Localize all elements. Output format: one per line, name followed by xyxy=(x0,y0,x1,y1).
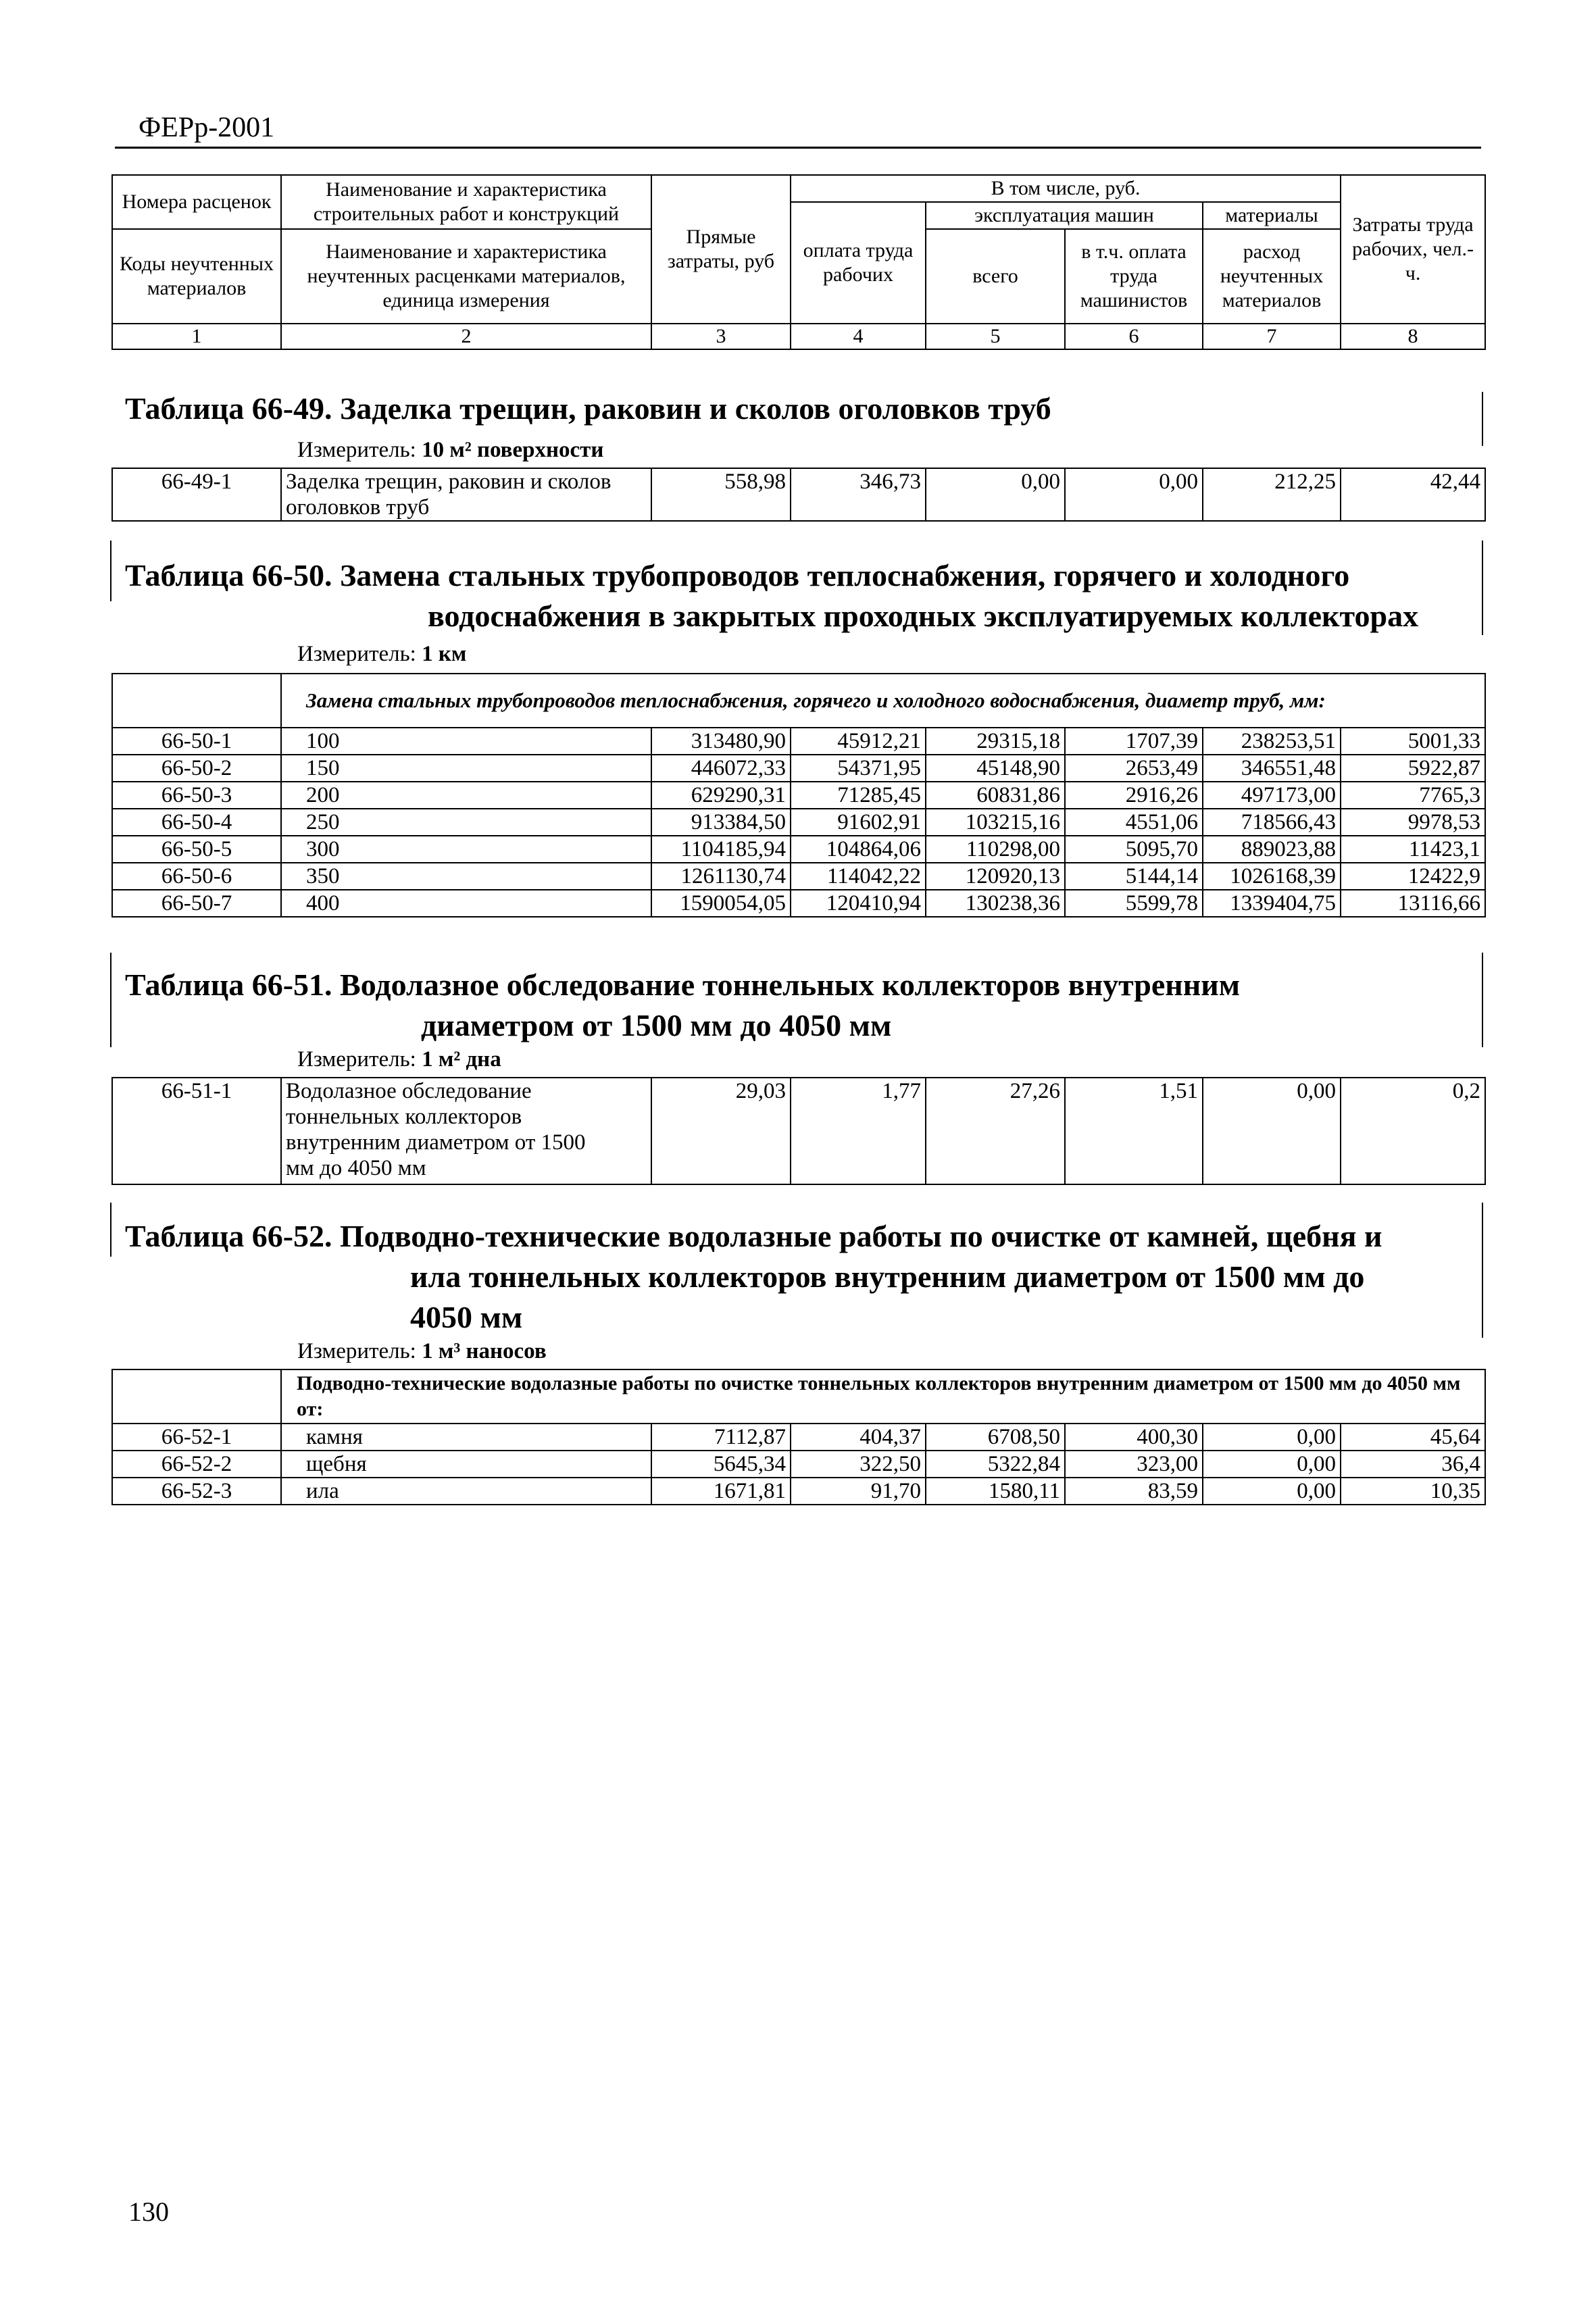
materials-cost: 1026168,39 xyxy=(1203,863,1341,890)
labor-hours: 12422,9 xyxy=(1341,863,1485,890)
page-number: 130 xyxy=(128,2196,169,2227)
table-66-50-measure xyxy=(297,642,466,667)
table-row xyxy=(112,782,1485,809)
direct-cost: 313480,90 xyxy=(651,728,791,755)
table-row xyxy=(112,728,1485,755)
margin-bar xyxy=(1482,953,1483,1047)
table-66-51-title xyxy=(125,965,1240,1046)
machines-total: 6708,50 xyxy=(926,1424,1065,1451)
measure-value: 1 м³ наносов xyxy=(422,1339,547,1363)
machinists-pay: 323,00 xyxy=(1065,1451,1203,1478)
materials-cost: 238253,51 xyxy=(1203,728,1341,755)
col2b-header: Наименование и характеристика неучтенных расценками материалов, единица измерения xyxy=(281,229,651,324)
pipe-diameter: 200 xyxy=(281,782,651,809)
pipe-diameter: 400 xyxy=(281,890,651,917)
machines-total: 29315,18 xyxy=(926,728,1065,755)
labor-pay: 114042,22 xyxy=(791,863,926,890)
material-type: ила xyxy=(281,1478,651,1505)
title-line: водоснабжения в закрытых проходных эксплуатируемых коллекторах xyxy=(428,599,1419,633)
margin-bar xyxy=(1482,1203,1483,1338)
labor-pay: 346,73 xyxy=(791,468,926,521)
rate-code: 66-52-3 xyxy=(112,1478,281,1505)
pipe-diameter: 300 xyxy=(281,836,651,863)
table-66-50 xyxy=(111,673,1486,917)
col-number: 8 xyxy=(1341,324,1485,349)
col-number: 1 xyxy=(112,324,281,349)
labor-pay: 91602,91 xyxy=(791,809,926,836)
title-line: ила тоннельных коллекторов внутренним диаметром от 1500 мм до xyxy=(410,1259,1365,1294)
labor-hours: 13116,66 xyxy=(1341,890,1485,917)
machinists-pay: 2653,49 xyxy=(1065,755,1203,782)
material-type: камня xyxy=(281,1424,651,1451)
measure-value: 1 км xyxy=(422,642,467,666)
machines-total: 5322,84 xyxy=(926,1451,1065,1478)
table-66-52-title xyxy=(125,1216,1382,1338)
table-row xyxy=(112,1478,1485,1505)
title-line: 4050 мм xyxy=(410,1300,523,1334)
margin-bar xyxy=(110,540,111,601)
column-header-table xyxy=(111,174,1486,350)
labor-hours: 5922,87 xyxy=(1341,755,1485,782)
machinists-pay: 0,00 xyxy=(1065,468,1203,521)
pipe-diameter: 250 xyxy=(281,809,651,836)
materials-cost: 0,00 xyxy=(1203,1478,1341,1505)
measure-value: 1 м² дна xyxy=(422,1047,501,1072)
labor-pay: 54371,95 xyxy=(791,755,926,782)
labor-pay: 404,37 xyxy=(791,1424,926,1451)
materials-header: материалы xyxy=(1203,202,1341,229)
materials-cost: 889023,88 xyxy=(1203,836,1341,863)
machines-total: 103215,16 xyxy=(926,809,1065,836)
machines-total: 27,26 xyxy=(926,1078,1065,1184)
col4-header: оплата труда рабочих xyxy=(791,202,926,324)
table-66-51-measure xyxy=(297,1047,501,1072)
table-row xyxy=(112,890,1485,917)
machines-total: 1580,11 xyxy=(926,1478,1065,1505)
materials-cost: 1339404,75 xyxy=(1203,890,1341,917)
rate-code: 66-50-4 xyxy=(112,809,281,836)
labor-hours: 36,4 xyxy=(1341,1451,1485,1478)
rate-code: 66-50-3 xyxy=(112,782,281,809)
column-numbers-row xyxy=(112,324,1485,349)
table-row xyxy=(112,1451,1485,1478)
table-row xyxy=(112,1078,1485,1184)
materials-cost: 0,00 xyxy=(1203,1451,1341,1478)
rate-code: 66-50-6 xyxy=(112,863,281,890)
table-row xyxy=(112,809,1485,836)
labor-hours: 7765,3 xyxy=(1341,782,1485,809)
materials-cost: 0,00 xyxy=(1203,1078,1341,1184)
rate-code: 66-50-7 xyxy=(112,890,281,917)
table-66-49-measure xyxy=(297,438,603,463)
table-row xyxy=(112,755,1485,782)
machinists-pay: 83,59 xyxy=(1065,1478,1203,1505)
direct-cost: 446072,33 xyxy=(651,755,791,782)
col-number: 3 xyxy=(651,324,791,349)
labor-pay: 71285,45 xyxy=(791,782,926,809)
col5-header: всего xyxy=(926,229,1065,324)
table-row xyxy=(112,1424,1485,1451)
table-row xyxy=(112,468,1485,521)
table-66-52 xyxy=(111,1369,1486,1505)
machines-total: 45148,90 xyxy=(926,755,1065,782)
labor-hours: 5001,33 xyxy=(1341,728,1485,755)
labor-pay: 1,77 xyxy=(791,1078,926,1184)
col7-header: расход неучтенных материалов xyxy=(1203,229,1341,324)
table-66-50-title xyxy=(125,555,1418,636)
labor-pay: 104864,06 xyxy=(791,836,926,863)
labor-hours: 11423,1 xyxy=(1341,836,1485,863)
margin-bar xyxy=(110,953,111,1047)
direct-cost: 7112,87 xyxy=(651,1424,791,1451)
work-name: Водолазное обследование тоннельных коллекторов внутренним диаметром от 1500 мм до 4050 мм xyxy=(281,1078,651,1184)
margin-bar xyxy=(110,1203,111,1257)
work-name: Заделка трещин, раковин и сколов оголовков труб xyxy=(281,468,651,521)
direct-cost: 1590054,05 xyxy=(651,890,791,917)
labor-hours: 0,2 xyxy=(1341,1078,1485,1184)
labor-hours: 45,64 xyxy=(1341,1424,1485,1451)
labor-pay: 45912,21 xyxy=(791,728,926,755)
machinists-pay: 4551,06 xyxy=(1065,809,1203,836)
labor-hours: 10,35 xyxy=(1341,1478,1485,1505)
col-number: 6 xyxy=(1065,324,1203,349)
direct-cost: 5645,34 xyxy=(651,1451,791,1478)
table-66-49 xyxy=(111,468,1486,522)
measure-value: 10 м² поверхности xyxy=(422,438,604,462)
section-subheading: Подводно-технические водолазные работы по очистке тоннельных коллекторов внутренним диаметром от 1500 мм до 4050 мм от: xyxy=(281,1369,1485,1424)
table-row xyxy=(112,863,1485,890)
col8-header: Затраты труда рабочих, чел.-ч. xyxy=(1341,175,1485,324)
measure-label: Измеритель: xyxy=(297,642,416,666)
materials-cost: 212,25 xyxy=(1203,468,1341,521)
direct-cost: 1261130,74 xyxy=(651,863,791,890)
materials-cost: 346551,48 xyxy=(1203,755,1341,782)
measure-label: Измеритель: xyxy=(297,1339,416,1363)
rate-code: 66-50-1 xyxy=(112,728,281,755)
labor-pay: 322,50 xyxy=(791,1451,926,1478)
machines-total: 0,00 xyxy=(926,468,1065,521)
title-line: диаметром от 1500 мм до 4050 мм xyxy=(421,1008,892,1042)
measure-label: Измеритель: xyxy=(297,1047,416,1072)
col1b-header: Коды неучтенных материалов xyxy=(112,229,281,324)
materials-cost: 718566,43 xyxy=(1203,809,1341,836)
direct-cost: 913384,50 xyxy=(651,809,791,836)
col-number: 5 xyxy=(926,324,1065,349)
title-line: Таблица 66-50. Замена стальных трубопроводов теплоснабжения, горячего и холодного xyxy=(125,558,1350,593)
materials-cost: 0,00 xyxy=(1203,1424,1341,1451)
document-code: ФЕРр-2001 xyxy=(139,112,275,143)
machines-total: 120920,13 xyxy=(926,863,1065,890)
materials-cost: 497173,00 xyxy=(1203,782,1341,809)
labor-pay: 120410,94 xyxy=(791,890,926,917)
labor-hours: 42,44 xyxy=(1341,468,1485,521)
col2-header: Наименование и характеристика строительных работ и конструкций xyxy=(281,175,651,229)
rate-code: 66-49-1 xyxy=(112,468,281,521)
col-number: 4 xyxy=(791,324,926,349)
direct-cost: 558,98 xyxy=(651,468,791,521)
title-line: Таблица 66-51. Водолазное обследование тоннельных коллекторов внутренним xyxy=(125,967,1241,1002)
machines-total: 130238,36 xyxy=(926,890,1065,917)
col-number: 2 xyxy=(281,324,651,349)
margin-bar xyxy=(1482,540,1483,635)
col1-header: Номера расценок xyxy=(112,175,281,229)
material-type: щебня xyxy=(281,1451,651,1478)
title-line: Таблица 66-52. Подводно-технические водолазные работы по очистке от камней, щебня и xyxy=(125,1219,1382,1253)
table-66-52-measure xyxy=(297,1339,547,1364)
table-row xyxy=(112,836,1485,863)
section-subheading: Замена стальных трубопроводов теплоснабжения, горячего и холодного водоснабжения, диаметр труб, мм: xyxy=(281,674,1485,728)
col3-header: Прямые затраты, руб xyxy=(651,175,791,324)
table-66-49-title: Таблица 66-49. Заделка трещин, раковин и сколов оголовков труб xyxy=(125,391,1051,426)
direct-cost: 629290,31 xyxy=(651,782,791,809)
machinists-pay: 400,30 xyxy=(1065,1424,1203,1451)
machines-total: 60831,86 xyxy=(926,782,1065,809)
group-header: В том числе, руб. xyxy=(791,175,1341,202)
rate-code: 66-50-2 xyxy=(112,755,281,782)
machinists-pay: 1,51 xyxy=(1065,1078,1203,1184)
pipe-diameter: 150 xyxy=(281,755,651,782)
col6-header: в т.ч. оплата труда машинистов xyxy=(1065,229,1203,324)
labor-pay: 91,70 xyxy=(791,1478,926,1505)
col-number: 7 xyxy=(1203,324,1341,349)
measure-label: Измеритель: xyxy=(297,438,416,462)
machines-header: эксплуатация машин xyxy=(926,202,1203,229)
direct-cost: 1671,81 xyxy=(651,1478,791,1505)
pipe-diameter: 350 xyxy=(281,863,651,890)
table-66-51 xyxy=(111,1077,1486,1185)
direct-cost: 29,03 xyxy=(651,1078,791,1184)
machinists-pay: 5144,14 xyxy=(1065,863,1203,890)
rate-code: 66-52-2 xyxy=(112,1451,281,1478)
pipe-diameter: 100 xyxy=(281,728,651,755)
rate-code: 66-52-1 xyxy=(112,1424,281,1451)
rate-code: 66-51-1 xyxy=(112,1078,281,1184)
machinists-pay: 2916,26 xyxy=(1065,782,1203,809)
labor-hours: 9978,53 xyxy=(1341,809,1485,836)
machinists-pay: 5599,78 xyxy=(1065,890,1203,917)
machinists-pay: 1707,39 xyxy=(1065,728,1203,755)
machines-total: 110298,00 xyxy=(926,836,1065,863)
machinists-pay: 5095,70 xyxy=(1065,836,1203,863)
header-rule xyxy=(115,147,1481,149)
margin-bar xyxy=(1482,392,1483,446)
direct-cost: 1104185,94 xyxy=(651,836,791,863)
rate-code: 66-50-5 xyxy=(112,836,281,863)
